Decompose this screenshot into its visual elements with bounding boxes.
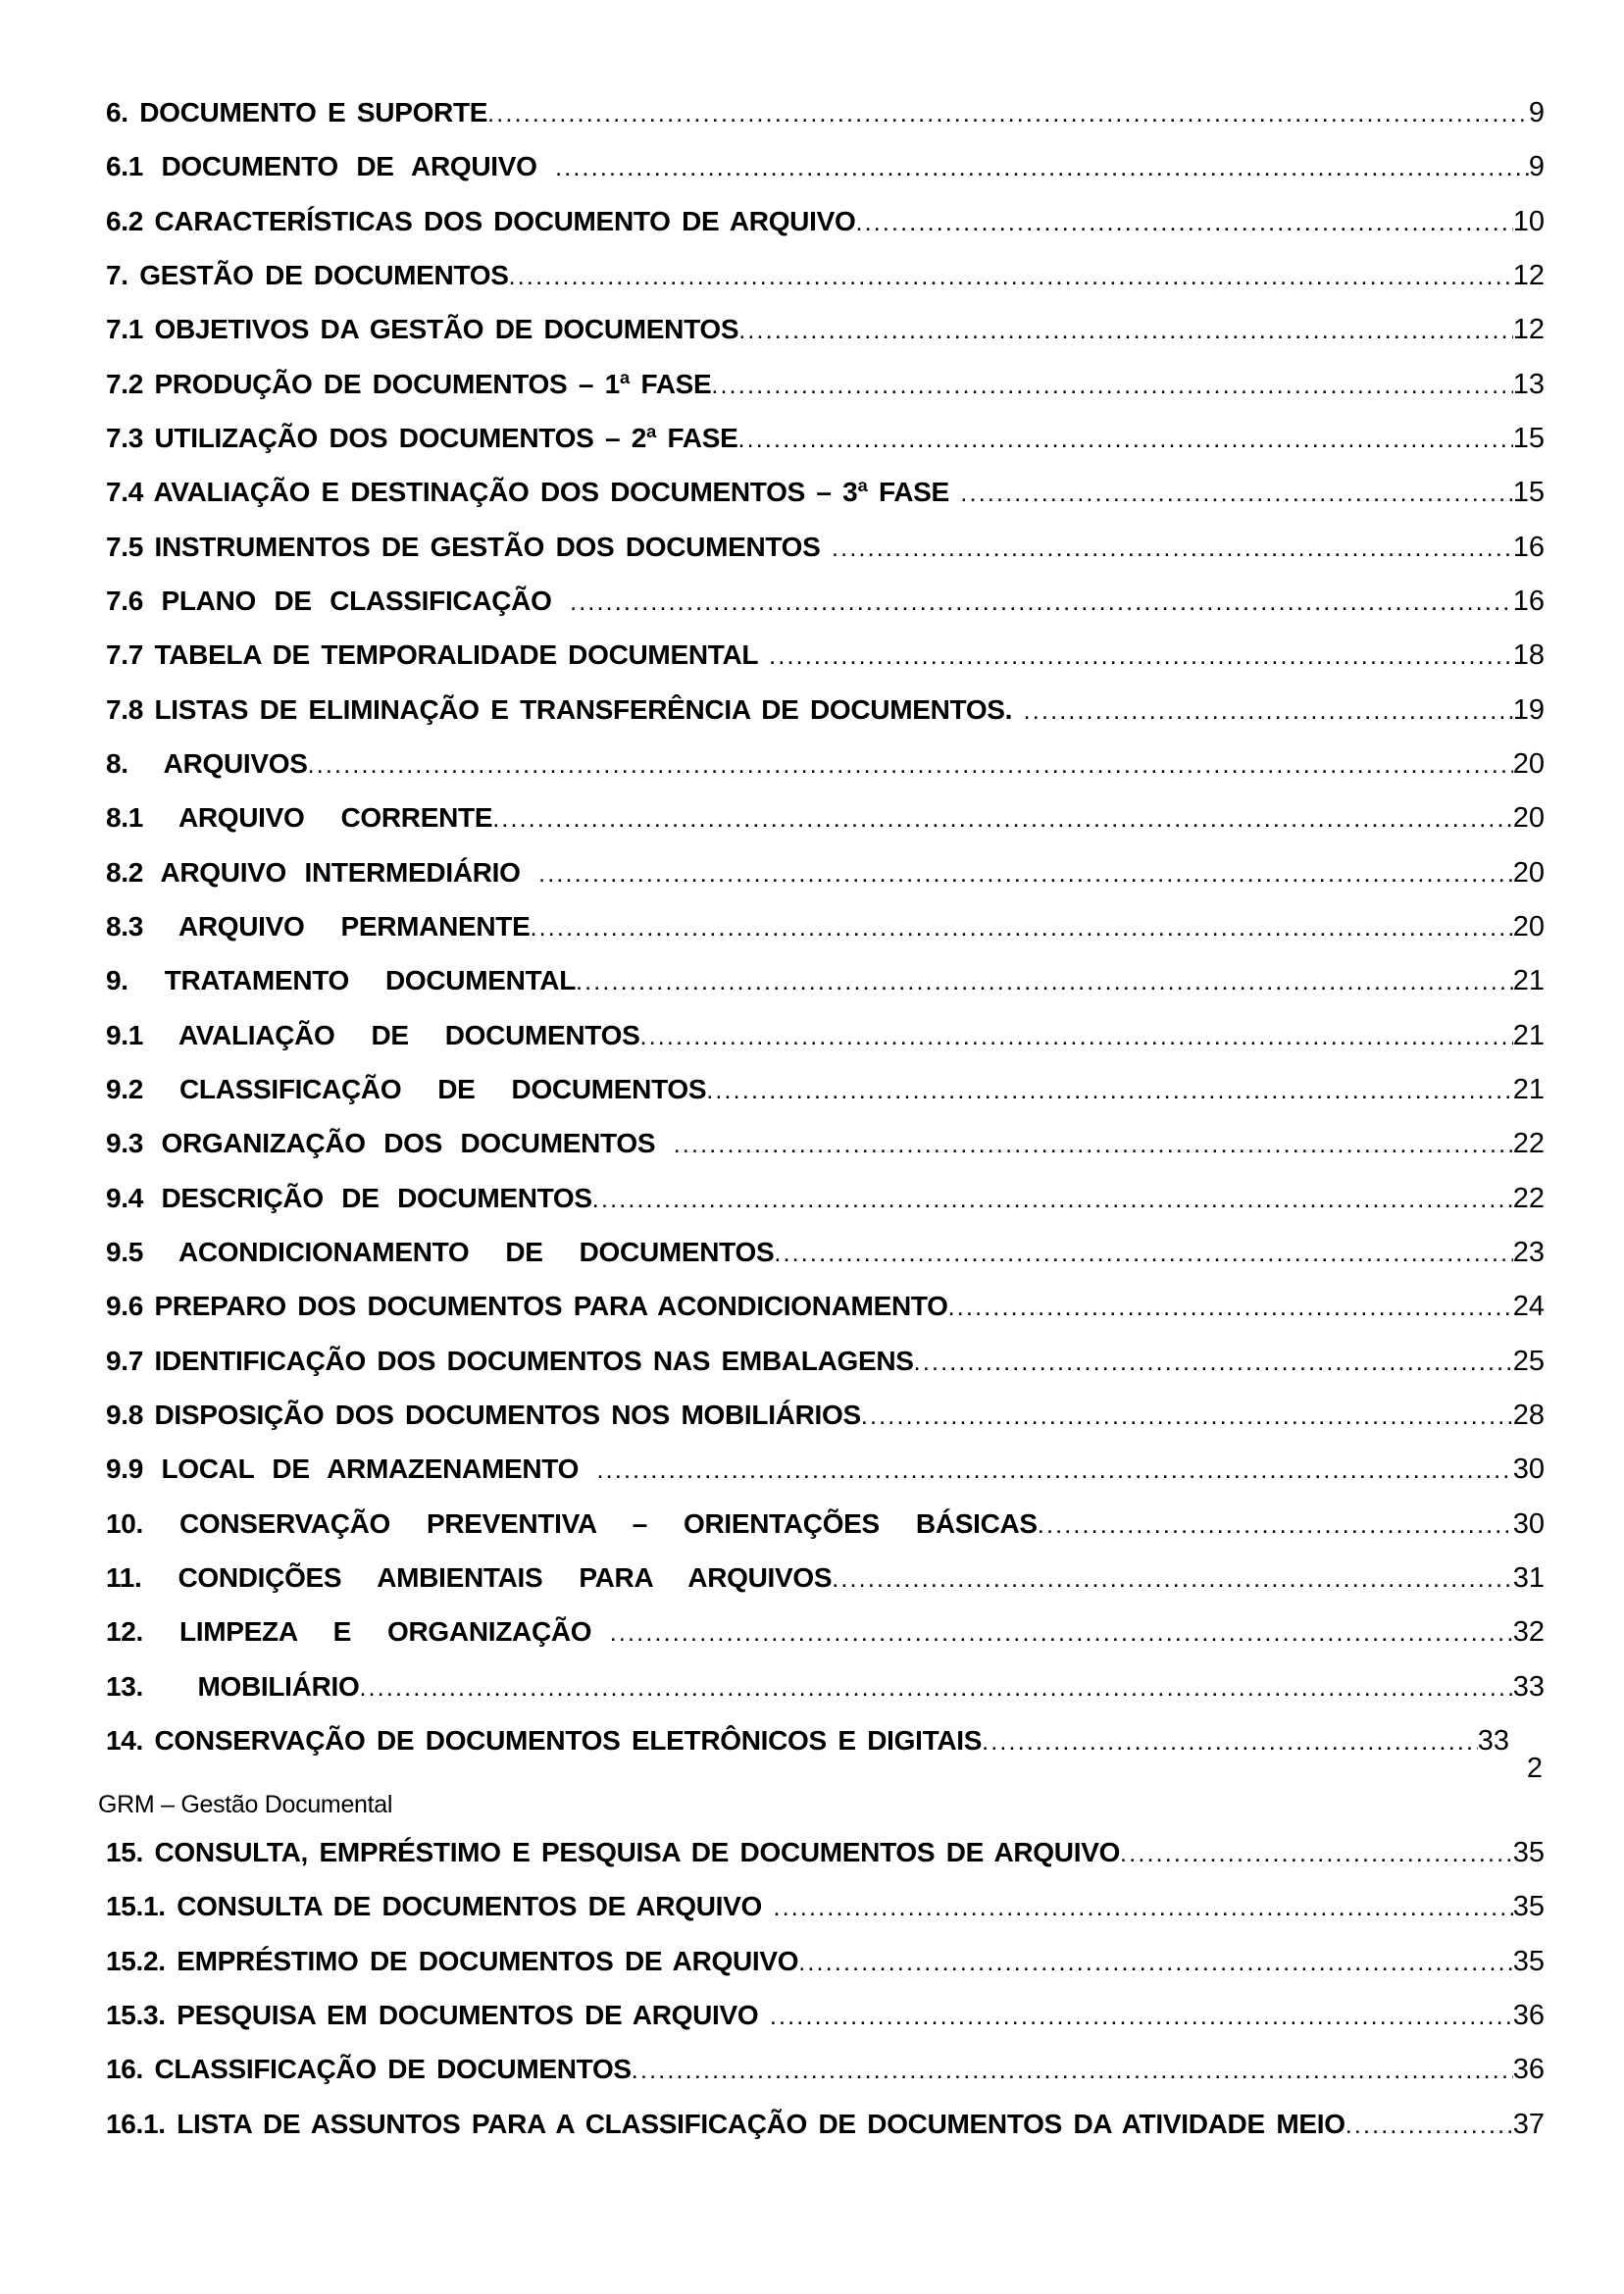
toc-dot-leader <box>855 196 1512 249</box>
toc-row <box>106 1117 1545 1171</box>
toc-row <box>106 1880 1545 1934</box>
toc-dot-leader <box>592 1173 1513 1226</box>
toc-entry-page: 25 <box>1512 1345 1545 1377</box>
toc-row <box>106 1660 1545 1714</box>
toc-row <box>106 412 1545 466</box>
toc-entry-title: 8. ARQUIVOS <box>106 747 308 779</box>
toc-entry-page: 20 <box>1512 747 1545 780</box>
toc-row <box>106 1280 1545 1334</box>
toc-entry-title: 15. CONSULTA, EMPRÉSTIMO E PESQUISA DE DOCUMENTOS DE ARQUIVO <box>106 1837 1121 1867</box>
toc-row <box>106 1335 1545 1389</box>
toc-row <box>106 1826 1545 1880</box>
toc-entry-title: 9.6 PREPARO DOS DOCUMENTOS PARA ACONDICIONAMENTO <box>106 1291 948 1322</box>
toc-dot-leader <box>632 2044 1513 2097</box>
toc-entry-page: 18 <box>1512 639 1545 672</box>
toc-entry-page: 35 <box>1512 1945 1545 1977</box>
toc-row <box>106 1498 1545 1552</box>
toc-row <box>106 1063 1545 1117</box>
toc-entry-page: 22 <box>1512 1182 1545 1214</box>
toc-row <box>106 249 1545 303</box>
toc-entry-title: 7. GESTÃO DE DOCUMENTOS <box>106 259 509 290</box>
toc-entry-title: 6. DOCUMENTO E SUPORTE <box>106 97 488 127</box>
toc-entry-page: 12 <box>1512 259 1545 291</box>
toc-entry-page: 31 <box>1512 1561 1545 1594</box>
toc-entry-page: 35 <box>1512 1837 1545 1868</box>
toc-entry-page: 20 <box>1512 910 1545 943</box>
toc-row <box>106 1935 1545 1989</box>
toc-entry-title: 12. LIMPEZA E ORGANIZAÇÃO <box>106 1616 610 1648</box>
toc-entry-title: 9.3 ORGANIZAÇÃO DOS DOCUMENTOS <box>106 1128 674 1159</box>
toc-entry-page: 20 <box>1512 802 1545 835</box>
page-number: 2 <box>1526 1753 1543 1784</box>
toc-dot-leader <box>737 413 1512 466</box>
toc-dot-leader <box>1038 1499 1513 1552</box>
toc-entry-title: 7.1 OBJETIVOS DA GESTÃO DE DOCUMENTOS <box>106 314 739 345</box>
toc-dot-leader <box>711 359 1512 412</box>
toc-entry-page: 16 <box>1512 531 1545 563</box>
toc-dot-leader <box>738 304 1513 357</box>
footer-doc-label: GRM – Gestão Documental <box>98 1791 393 1818</box>
toc-dot-leader <box>487 87 1529 140</box>
toc-row <box>106 954 1545 1008</box>
toc-row <box>106 791 1545 845</box>
toc-entry-title: 15.2. EMPRÉSTIMO DE DOCUMENTOS DE ARQUIVO <box>106 1945 799 1976</box>
toc-entry-title: 10. CONSERVAÇÃO PREVENTIVA – ORIENTAÇÕES BÁSICAS <box>106 1507 1038 1539</box>
toc-entry-page: 16 <box>1512 585 1545 617</box>
toc-row <box>106 86 1545 140</box>
toc-entry-page: 36 <box>1512 1999 1545 2031</box>
toc-dot-leader <box>960 467 1512 520</box>
toc-entry-page: 23 <box>1512 1236 1545 1268</box>
toc-entry-title: 8.3 ARQUIVO PERMANENTE <box>106 910 531 942</box>
toc-row <box>106 1714 1545 1768</box>
toc-entry-title: 7.3 UTILIZAÇÃO DOS DOCUMENTOS – 2ª FASE <box>106 422 738 453</box>
toc-entry-page: 21 <box>1512 1073 1545 1105</box>
toc-row <box>106 738 1545 791</box>
toc-dot-leader <box>861 1390 1513 1443</box>
toc-dot-leader <box>798 1936 1512 1989</box>
toc-entry-title: 9.5 ACONDICIONAMENTO DE DOCUMENTOS <box>106 1236 775 1267</box>
toc-entry-title: 9.4 DESCRIÇÃO DE DOCUMENTOS <box>106 1182 592 1213</box>
toc-row <box>106 1172 1545 1226</box>
toc-entry-page: 30 <box>1512 1507 1545 1540</box>
toc-dot-leader <box>1120 1827 1513 1880</box>
toc-entry-title: 11. CONDIÇÕES AMBIENTAIS PARA ARQUIVOS <box>106 1561 833 1593</box>
toc-dot-leader <box>982 1715 1478 1768</box>
toc-entry-title: 9.1 AVALIAÇÃO DE DOCUMENTOS <box>106 1019 640 1050</box>
toc-dot-leader <box>674 1118 1513 1171</box>
toc-row <box>106 195 1545 249</box>
toc-entry-title: 16. CLASSIFICAÇÃO DE DOCUMENTOS <box>106 2054 632 2085</box>
toc-dot-leader <box>597 1444 1513 1497</box>
toc-row <box>106 140 1545 194</box>
toc-row <box>106 521 1545 575</box>
toc-entry-title: 14. CONSERVAÇÃO DE DOCUMENTOS ELETRÔNICOS E DIGITAIS <box>106 1724 983 1756</box>
toc-entry-page: 15 <box>1512 422 1545 454</box>
toc-entry-title: 7.2 PRODUÇÃO DE DOCUMENTOS – 1ª FASE <box>106 368 712 399</box>
toc-row <box>106 2098 1545 2152</box>
toc-dot-leader <box>832 522 1513 575</box>
toc-entry-title: 15.1. CONSULTA DE DOCUMENTOS DE ARQUIVO <box>106 1891 774 1922</box>
toc-dot-leader <box>576 955 1513 1008</box>
toc-row <box>106 1989 1545 2043</box>
toc-entry-page: 32 <box>1512 1616 1545 1649</box>
toc-entry-page: 12 <box>1512 314 1545 346</box>
toc-dot-leader <box>774 1227 1512 1280</box>
toc-entry-page: 28 <box>1512 1399 1545 1431</box>
toc-entry-title: 9.9 LOCAL DE ARMAZENAMENTO <box>106 1453 597 1485</box>
toc-entry-title: 8.2 ARQUIVO INTERMEDIÁRIO <box>106 856 539 888</box>
toc-entry-page: 13 <box>1512 368 1545 400</box>
toc-entry-title: 9.2 CLASSIFICAÇÃO DE DOCUMENTOS <box>106 1073 707 1104</box>
toc-entry-page: 21 <box>1512 965 1545 997</box>
toc-dot-leader <box>492 792 1513 845</box>
toc-entry-page: 21 <box>1512 1019 1545 1051</box>
toc-entry-page: 35 <box>1512 1891 1545 1923</box>
toc-entry-title: 7.5 INSTRUMENTOS DE GESTÃO DOS DOCUMENTOS <box>106 531 833 562</box>
toc-entry-title: 7.7 TABELA DE TEMPORALIDADE DOCUMENTAL <box>106 639 770 671</box>
toc-dot-leader <box>308 739 1513 791</box>
toc-dot-leader <box>509 250 1513 303</box>
toc-dot-leader <box>538 847 1513 900</box>
toc-dot-leader <box>555 141 1529 194</box>
toc-entry-title: 9.8 DISPOSIÇÃO DOS DOCUMENTOS NOS MOBILIÁRIOS <box>106 1399 861 1430</box>
toc-entry-title: 9.7 IDENTIFICAÇÃO DOS DOCUMENTOS NAS EMBALAGENS <box>106 1345 914 1376</box>
toc-row <box>106 303 1545 357</box>
toc-entry-title: 7.6 PLANO DE CLASSIFICAÇÃO <box>106 585 571 616</box>
toc-dot-leader <box>773 1881 1512 1934</box>
toc-entry-page: 30 <box>1512 1453 1545 1486</box>
toc-row <box>106 1009 1545 1063</box>
toc-dot-leader <box>832 1553 1513 1606</box>
toc-row <box>106 575 1545 629</box>
toc-row <box>106 629 1545 683</box>
toc-dot-leader <box>639 1010 1512 1063</box>
toc-dot-leader <box>531 901 1513 954</box>
toc-entry-title: 13. MOBILIÁRIO <box>106 1670 360 1702</box>
toc-entry-page: 22 <box>1512 1128 1545 1160</box>
toc-entry-page: 33 <box>1512 1670 1545 1703</box>
toc-row <box>106 1606 1545 1659</box>
toc-row <box>106 1552 1545 1606</box>
toc-list-part2 <box>106 1826 1545 2152</box>
toc-dot-leader <box>1024 685 1513 738</box>
toc-entry-page: 9 <box>1528 151 1545 183</box>
toc-row <box>106 846 1545 900</box>
toc-entry-page: 9 <box>1528 97 1545 128</box>
toc-row <box>106 1389 1545 1443</box>
toc-entry-page: 20 <box>1512 856 1545 889</box>
toc-row <box>106 466 1545 520</box>
toc-dot-leader <box>948 1281 1513 1334</box>
toc-dot-leader <box>359 1661 1512 1714</box>
toc-entry-title: 7.8 LISTAS DE ELIMINAÇÃO E TRANSFERÊNCIA DE DOCUMENTOS. <box>106 693 1024 725</box>
toc-dot-leader <box>1345 2099 1513 2152</box>
toc-entry-page: 19 <box>1512 693 1545 726</box>
toc-row <box>106 1226 1545 1280</box>
toc-entry-title: 6.2 CARACTERÍSTICAS DOS DOCUMENTO DE ARQUIVO <box>106 205 856 236</box>
toc-row <box>106 358 1545 412</box>
toc-entry-title: 6.1 DOCUMENTO DE ARQUIVO <box>106 151 556 182</box>
toc-entry-page: 37 <box>1512 2108 1545 2140</box>
toc-row <box>106 1443 1545 1497</box>
toc-entry-title: 16.1. LISTA DE ASSUNTOS PARA A CLASSIFICAÇÃO DE DOCUMENTOS DA ATIVIDADE MEIO <box>106 2108 1345 2139</box>
toc-entry-title: 7.4 AVALIAÇÃO E DESTINAÇÃO DOS DOCUMENTOS – 3ª FASE <box>106 477 961 508</box>
toc-entry-page: 24 <box>1512 1291 1545 1323</box>
toc-entry-title: 9. TRATAMENTO DOCUMENTAL <box>106 965 576 996</box>
toc-entry-page: 36 <box>1512 2054 1545 2086</box>
toc-entry-page: 10 <box>1512 205 1545 237</box>
toc-row <box>106 900 1545 954</box>
toc-dot-leader <box>770 1990 1513 2043</box>
toc-entry-title: 8.1 ARQUIVO CORRENTE <box>106 802 493 834</box>
toc-entry-page: 15 <box>1512 477 1545 509</box>
toc-list-part1 <box>106 86 1545 1768</box>
toc-entry-page: 33 <box>1477 1724 1509 1757</box>
toc-entry-title: 15.3. PESQUISA EM DOCUMENTOS DE ARQUIVO <box>106 1999 770 2030</box>
toc-row <box>106 684 1545 738</box>
toc-dot-leader <box>769 630 1513 683</box>
toc-dot-leader <box>610 1606 1513 1659</box>
toc-dot-leader <box>914 1336 1513 1389</box>
toc-dot-leader <box>570 576 1513 629</box>
toc-dot-leader <box>706 1064 1513 1117</box>
toc-row <box>106 2043 1545 2097</box>
